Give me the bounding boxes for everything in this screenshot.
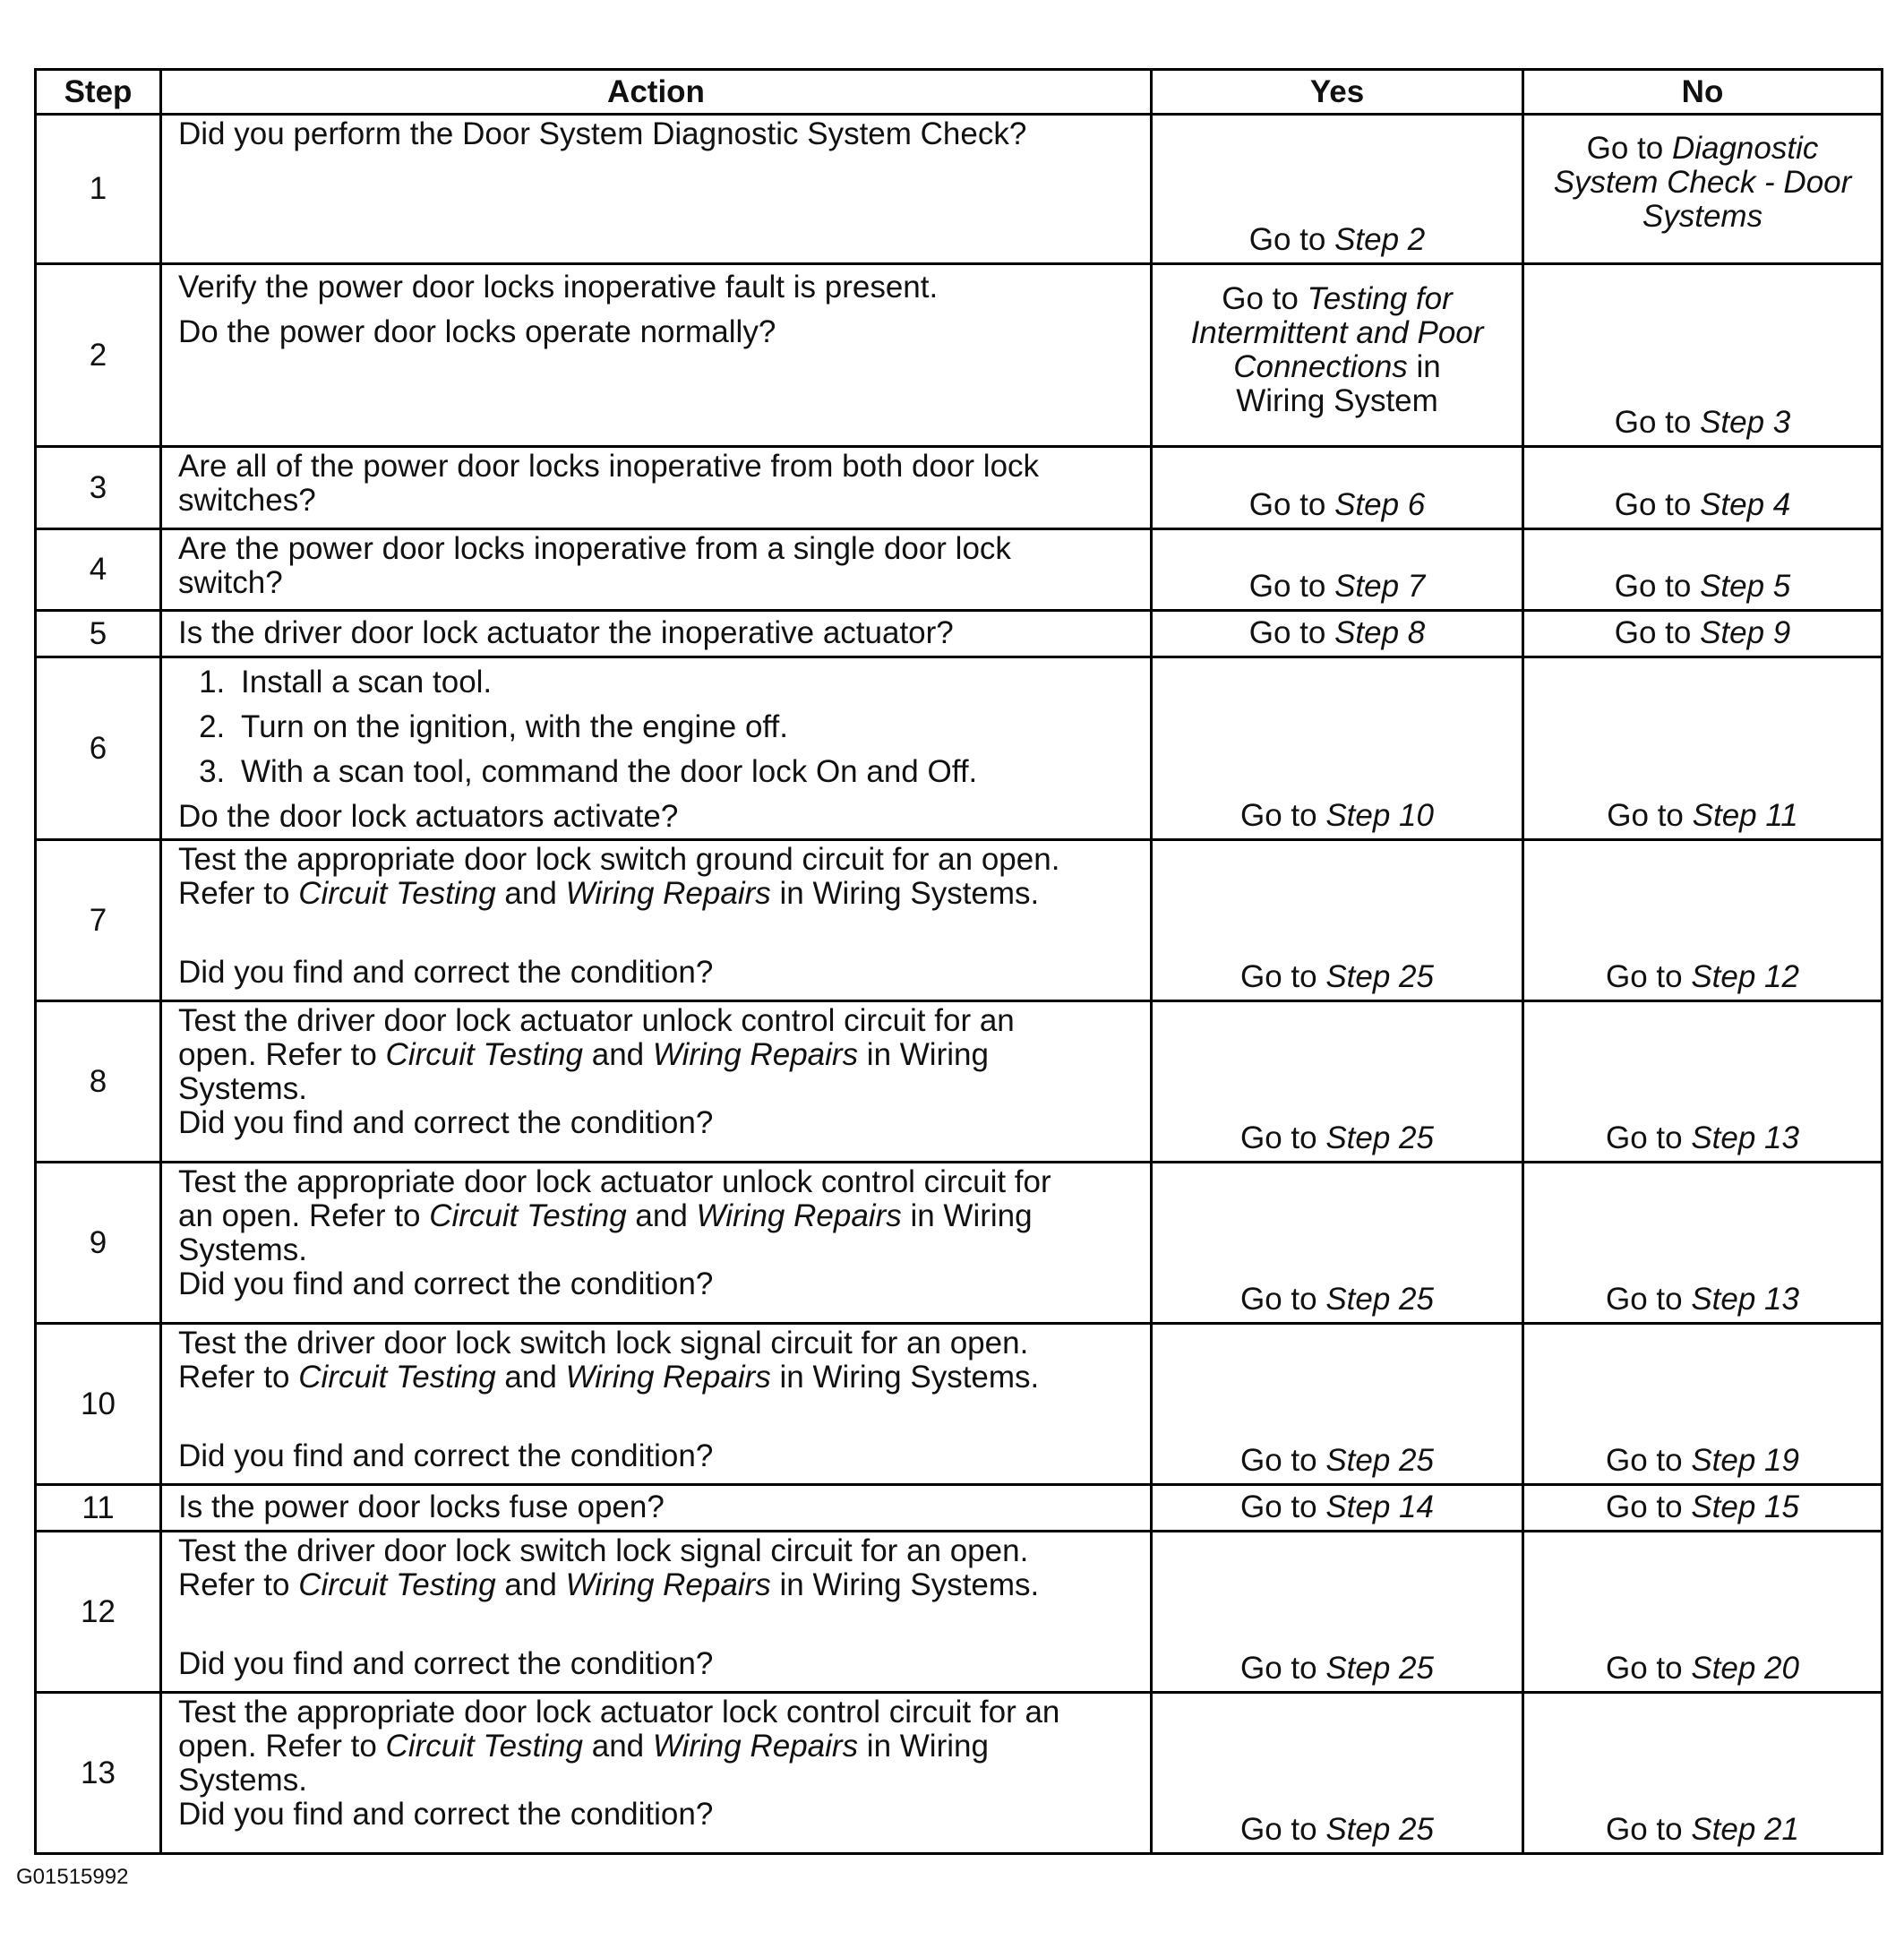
- action-cell: [161, 447, 1152, 529]
- wiring-repairs-link[interactable]: Wiring Repairs: [652, 1729, 859, 1764]
- go-to-text: Go to: [1240, 1282, 1326, 1317]
- step-number: 10: [36, 1324, 161, 1485]
- table-row: [36, 264, 1883, 447]
- step-link[interactable]: Step 14: [1325, 1489, 1434, 1524]
- go-to-text: Go to: [1614, 487, 1701, 522]
- yes-cell: [1152, 1693, 1523, 1854]
- go-to-text: Go to: [1586, 131, 1672, 166]
- action-text: Are all of the power door locks inoperative from both door lock: [178, 449, 1040, 484]
- go-to-text: Go to: [1248, 487, 1335, 522]
- action-cell: [161, 1693, 1152, 1854]
- substep-list: [178, 665, 1137, 789]
- yes-cell: [1152, 529, 1523, 611]
- step-link[interactable]: Step 25: [1325, 1120, 1434, 1155]
- table-row: [36, 1485, 1883, 1532]
- yes-cell: [1152, 1001, 1523, 1163]
- action-question: Did you find and correct the condition?: [178, 955, 714, 990]
- table-row: [36, 840, 1883, 1001]
- action-text: Test the driver door lock switch lock signal circuit for an open.: [178, 1533, 1029, 1568]
- yes-cell: [1152, 1532, 1523, 1693]
- yes-cell: [1152, 447, 1523, 529]
- static-text: in Wiring: [858, 1037, 989, 1072]
- go-to-text: Go to: [1240, 1120, 1326, 1155]
- refer-text: Refer to: [265, 1037, 386, 1072]
- refer-text: Refer to: [308, 1198, 430, 1233]
- substep-item: 2. Turn on the ignition, with the engine off.: [234, 710, 1137, 744]
- doc-link[interactable]: Diagnostic: [1671, 131, 1819, 166]
- action-cell: [161, 657, 1152, 840]
- go-to-text: Go to: [1248, 569, 1335, 604]
- wiring-repairs-link[interactable]: Wiring Repairs: [565, 1567, 771, 1602]
- action-question: Did you find and correct the condition?: [178, 1797, 714, 1832]
- yes-cell: [1152, 611, 1523, 657]
- step-link[interactable]: Step 15: [1691, 1489, 1799, 1524]
- go-to-text: Go to: [1614, 405, 1701, 440]
- go-to-text: Go to: [1240, 798, 1326, 833]
- table-row: [36, 447, 1883, 529]
- static-text: Systems.: [178, 1232, 307, 1267]
- no-cell: [1523, 1485, 1883, 1532]
- action-cell: [161, 840, 1152, 1001]
- header-action: Action: [161, 70, 1152, 115]
- step-number: 7: [36, 840, 161, 1001]
- circuit-testing-link[interactable]: Circuit Testing: [429, 1198, 627, 1233]
- yes-cell: [1152, 657, 1523, 840]
- table-row: [36, 657, 1883, 840]
- step-link[interactable]: Step 6: [1334, 487, 1426, 522]
- no-cell: [1523, 1001, 1883, 1163]
- refer-text: Refer to: [178, 1567, 299, 1602]
- header-yes: Yes: [1152, 70, 1523, 115]
- step-number: 9: [36, 1163, 161, 1324]
- no-cell: [1523, 1693, 1883, 1854]
- action-cell: [161, 115, 1152, 264]
- and-text: and: [583, 1729, 653, 1764]
- static-text: Systems.: [178, 1071, 307, 1106]
- go-to-text: Go to: [1606, 1489, 1692, 1524]
- step-link[interactable]: Step 25: [1325, 1282, 1434, 1317]
- step-number: 11: [36, 1485, 161, 1532]
- step-number: 1: [36, 115, 161, 264]
- and-text: and: [495, 876, 566, 911]
- refer-text: Refer to: [265, 1729, 386, 1764]
- table-row: [36, 115, 1883, 264]
- no-cell: [1523, 1163, 1883, 1324]
- action-text: Did you perform the Door System Diagnostic System Check?: [178, 116, 1027, 151]
- circuit-testing-link[interactable]: Circuit Testing: [298, 1360, 496, 1395]
- action-cell: [161, 1001, 1152, 1163]
- action-cell: [161, 264, 1152, 447]
- step-link[interactable]: Step 5: [1700, 569, 1791, 604]
- action-question: Do the power door locks operate normally?: [178, 314, 776, 349]
- no-cell: [1523, 447, 1883, 529]
- action-text: an open.: [178, 1198, 309, 1233]
- step-number: 3: [36, 447, 161, 529]
- yes-cell: [1152, 1163, 1523, 1324]
- step-link[interactable]: Step 25: [1325, 1443, 1434, 1478]
- step-link[interactable]: Step 13: [1691, 1120, 1799, 1155]
- step-number: 6: [36, 657, 161, 840]
- yes-cell: [1152, 115, 1523, 264]
- circuit-testing-link[interactable]: Circuit Testing: [385, 1037, 584, 1072]
- action-question: Did you find and correct the condition?: [178, 1266, 714, 1301]
- circuit-testing-link[interactable]: Circuit Testing: [385, 1729, 584, 1764]
- go-to-text: Go to: [1248, 222, 1335, 257]
- table-row: [36, 1001, 1883, 1163]
- action-cell: [161, 1485, 1152, 1532]
- action-text: Test the driver door lock switch lock signal circuit for an open.: [178, 1326, 1029, 1361]
- and-text: and: [626, 1198, 697, 1233]
- yes-cell: [1152, 1485, 1523, 1532]
- wiring-repairs-link[interactable]: Wiring Repairs: [696, 1198, 902, 1233]
- static-text: Systems.: [178, 1763, 307, 1798]
- circuit-testing-link[interactable]: Circuit Testing: [298, 1567, 496, 1602]
- diagnostic-table: [34, 68, 1883, 1855]
- go-to-text: Go to: [1607, 798, 1693, 833]
- action-question: Did you find and correct the condition?: [178, 1105, 714, 1140]
- yes-cell: [1152, 264, 1523, 447]
- refer-text: Refer to: [178, 876, 299, 911]
- step-link[interactable]: Step 13: [1691, 1282, 1799, 1317]
- go-to-text: Go to: [1606, 1282, 1692, 1317]
- go-to-text: Go to: [1614, 614, 1701, 650]
- table-row: [36, 1324, 1883, 1485]
- go-to-text: Go to: [1240, 1489, 1326, 1524]
- substep-item: 1. Install a scan tool.: [234, 665, 1137, 700]
- no-cell: [1523, 115, 1883, 264]
- static-text: in Wiring: [901, 1198, 1033, 1233]
- static-text: in Wiring: [858, 1729, 989, 1764]
- go-to-text: Go to: [1606, 1443, 1692, 1478]
- action-text: open.: [178, 1037, 266, 1072]
- action-cell: [161, 1532, 1152, 1693]
- action-text: switches?: [178, 483, 316, 518]
- table-row: [36, 1693, 1883, 1854]
- no-cell: [1523, 657, 1883, 840]
- go-to-text: Go to: [1240, 1443, 1326, 1478]
- step-link[interactable]: Step 25: [1325, 1651, 1434, 1686]
- yes-cell: [1152, 1324, 1523, 1485]
- action-text: Test the appropriate door lock actuator unlock control circuit for: [178, 1164, 1051, 1199]
- action-text: Are the power door locks inoperative from a single door lock: [178, 531, 1011, 566]
- go-to-text: Go to: [1248, 614, 1335, 650]
- figure-id: G01515992: [16, 1865, 129, 1889]
- static-text: in Wiring Systems.: [770, 1360, 1040, 1395]
- table-row: [36, 611, 1883, 657]
- go-to-text: Go to: [1222, 280, 1308, 316]
- circuit-testing-link[interactable]: Circuit Testing: [298, 876, 496, 911]
- and-text: and: [583, 1037, 653, 1072]
- go-to-text: Go to: [1240, 959, 1326, 994]
- step-link[interactable]: Step 19: [1691, 1443, 1799, 1478]
- step-link[interactable]: Step 3: [1700, 405, 1791, 440]
- action-text: Is the power door locks fuse open?: [178, 1489, 665, 1524]
- doc-link[interactable]: System Check - Door: [1553, 165, 1852, 200]
- doc-link[interactable]: Systems: [1642, 199, 1763, 234]
- step-number: 5: [36, 611, 161, 657]
- no-cell: [1523, 840, 1883, 1001]
- go-to-text: Go to: [1240, 1651, 1326, 1686]
- go-to-text: Go to: [1606, 959, 1692, 994]
- action-text: switch?: [178, 565, 283, 600]
- step-number: 4: [36, 529, 161, 611]
- table-row: [36, 1532, 1883, 1693]
- and-text: and: [495, 1567, 566, 1602]
- table-row: [36, 529, 1883, 611]
- refer-text: Refer to: [178, 1360, 299, 1395]
- doc-link[interactable]: Testing for: [1307, 280, 1453, 316]
- action-text: Test the appropriate door lock actuator lock control circuit for an: [178, 1695, 1060, 1730]
- step-link[interactable]: Step 11: [1692, 798, 1798, 833]
- action-text: Is the driver door lock actuator the inoperative actuator?: [178, 614, 954, 650]
- static-text: in Wiring Systems.: [770, 1567, 1040, 1602]
- wiring-repairs-link[interactable]: Wiring Repairs: [565, 1360, 771, 1395]
- go-to-text: Go to: [1606, 1812, 1692, 1847]
- go-to-text: Go to: [1606, 1651, 1692, 1686]
- static-text: Wiring System: [1236, 382, 1438, 418]
- doc-link[interactable]: Connections: [1233, 348, 1408, 384]
- go-to-text: Go to: [1240, 1812, 1326, 1847]
- go-to-text: Go to: [1614, 569, 1701, 604]
- step-link[interactable]: Step 12: [1691, 959, 1799, 994]
- step-link[interactable]: Step 9: [1700, 614, 1791, 650]
- step-link[interactable]: Step 4: [1700, 487, 1791, 522]
- static-text: in Wiring Systems.: [770, 876, 1040, 911]
- step-number: 2: [36, 264, 161, 447]
- action-text: Test the appropriate door lock switch ground circuit for an open.: [178, 842, 1060, 877]
- no-cell: [1523, 611, 1883, 657]
- step-number: 8: [36, 1001, 161, 1163]
- table-row: [36, 1163, 1883, 1324]
- no-cell: [1523, 1532, 1883, 1693]
- step-link[interactable]: Step 21: [1691, 1812, 1799, 1847]
- step-link[interactable]: Step 2: [1334, 222, 1426, 257]
- action-question: Did you find and correct the condition?: [178, 1438, 714, 1473]
- step-link[interactable]: Step 7: [1334, 569, 1426, 604]
- yes-cell: [1152, 840, 1523, 1001]
- step-link[interactable]: Step 20: [1691, 1651, 1799, 1686]
- and-text: and: [495, 1360, 566, 1395]
- action-text: Verify the power door locks inoperative fault is present.: [178, 270, 939, 305]
- substep-item: 3. With a scan tool, command the door lock On and Off.: [234, 755, 1137, 789]
- go-to-text: Go to: [1606, 1120, 1692, 1155]
- no-cell: [1523, 1324, 1883, 1485]
- action-question: Did you find and correct the condition?: [178, 1646, 714, 1681]
- no-cell: [1523, 529, 1883, 611]
- table-header-row: [36, 70, 1883, 115]
- step-link[interactable]: Step 10: [1325, 798, 1434, 833]
- action-text: open.: [178, 1729, 266, 1764]
- action-cell: [161, 611, 1152, 657]
- action-cell: [161, 1163, 1152, 1324]
- no-cell: [1523, 264, 1883, 447]
- step-link[interactable]: Step 25: [1325, 1812, 1434, 1847]
- header-no: No: [1523, 70, 1883, 115]
- doc-link[interactable]: Intermittent and Poor: [1190, 314, 1484, 350]
- step-number: 13: [36, 1693, 161, 1854]
- step-link[interactable]: Step 8: [1334, 614, 1426, 650]
- header-step: Step: [36, 70, 161, 115]
- step-link[interactable]: Step 25: [1325, 959, 1434, 994]
- step-number: 12: [36, 1532, 161, 1693]
- action-cell: [161, 1324, 1152, 1485]
- wiring-repairs-link[interactable]: Wiring Repairs: [652, 1037, 859, 1072]
- static-text: in: [1407, 348, 1441, 384]
- action-question: Do the door lock actuators activate?: [178, 799, 679, 834]
- action-text: Test the driver door lock actuator unlock control circuit for an: [178, 1003, 1015, 1038]
- action-cell: [161, 529, 1152, 611]
- wiring-repairs-link[interactable]: Wiring Repairs: [565, 876, 771, 911]
